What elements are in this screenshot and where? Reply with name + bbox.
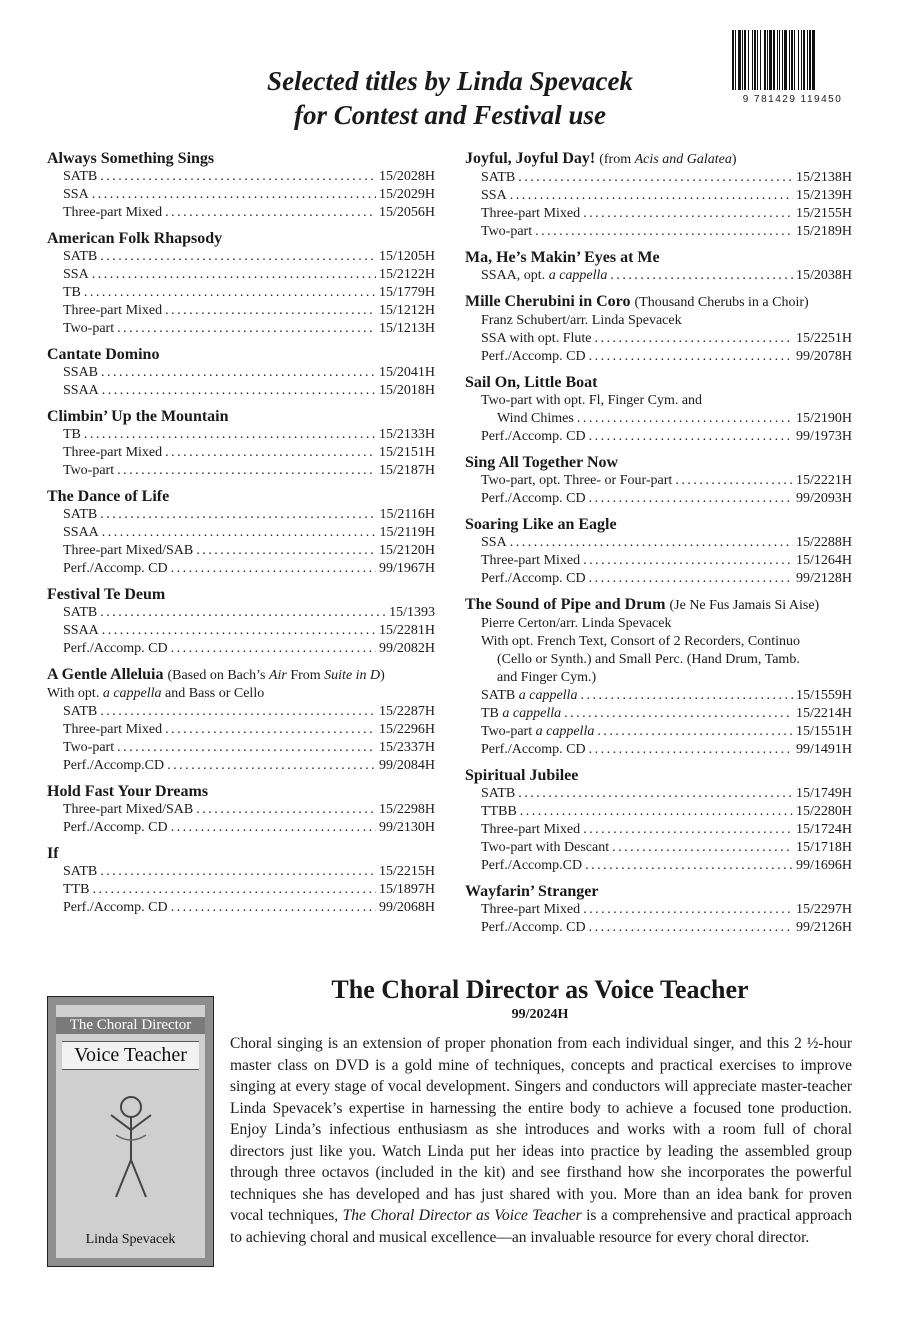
- leader-dots: [84, 426, 376, 444]
- edition-row: [47, 703, 435, 721]
- arranger-line: Pierre Certon/arr. Linda Spevacek: [481, 616, 672, 631]
- leader-dots: [171, 560, 376, 578]
- edition-row: [465, 839, 852, 857]
- leader-dots: [167, 757, 376, 775]
- title-entry: [47, 844, 435, 917]
- leader-dots: [100, 248, 376, 266]
- catalog-code: 15/2028H: [379, 169, 435, 184]
- leader-dots: [564, 705, 793, 723]
- edition-row: [47, 364, 435, 382]
- leader-dots: [612, 839, 793, 857]
- catalog-code: 15/1724H: [796, 822, 852, 837]
- entry-joyful: [465, 149, 852, 241]
- entry-title: Climbin’ Up the Mountain: [47, 408, 229, 425]
- catalog-code: 15/1213H: [379, 321, 435, 336]
- edition-label: SSA: [481, 188, 507, 203]
- edition-row: [47, 320, 435, 338]
- barcode-number: 9 781429 119450: [742, 94, 843, 105]
- edition-row: [47, 462, 435, 480]
- edition-label: Two-part: [63, 740, 115, 755]
- edition-row: [465, 490, 852, 508]
- edition-label: SSA: [481, 535, 507, 550]
- catalog-code: 15/2215H: [379, 864, 435, 879]
- leader-dots: [585, 857, 793, 875]
- title-entry: [47, 665, 435, 775]
- edition-label: Two-part: [481, 224, 533, 239]
- catalog-code: 15/2018H: [379, 383, 435, 398]
- edition-row: [47, 444, 435, 462]
- cover-title-line2: Voice Teacher: [62, 1041, 199, 1070]
- edition-label: Two-part with Descant: [481, 840, 610, 855]
- edition-row: [47, 899, 435, 917]
- catalog-code: 15/2155H: [796, 206, 852, 221]
- leader-dots: [117, 739, 376, 757]
- leader-dots: [594, 330, 793, 348]
- entry-title: Ma, He’s Makin’ Eyes at Me: [465, 249, 660, 266]
- leader-dots: [117, 462, 376, 480]
- catalog-code: 99/1491H: [796, 742, 852, 757]
- edition-label: Perf./Accomp. CD: [481, 349, 586, 364]
- entry-title: If: [47, 845, 59, 862]
- catalog-code: 99/2078H: [796, 349, 852, 364]
- leader-dots: [100, 604, 386, 622]
- leader-dots: [100, 506, 376, 524]
- catalog-code: 15/1559H: [796, 688, 852, 703]
- catalog-code: 15/2221H: [796, 473, 852, 488]
- entry-title: Always Something Sings: [47, 150, 215, 167]
- leader-dots: [583, 205, 793, 223]
- catalog-code: 15/2337H: [379, 740, 435, 755]
- catalog-code: 99/2130H: [379, 820, 435, 835]
- catalog-code: 99/2068H: [379, 900, 435, 915]
- edition-label: SSA: [63, 187, 89, 202]
- title-entry: [47, 585, 435, 658]
- catalog-code: 15/1205H: [379, 249, 435, 264]
- edition-label: SSA with opt. Flute: [481, 331, 592, 346]
- edition-label: Perf./Accomp. CD: [481, 742, 586, 757]
- instrumentation-line: and Finger Cym.): [497, 670, 597, 685]
- leader-dots: [675, 472, 793, 490]
- catalog-code: 15/1393: [389, 605, 435, 620]
- edition-row: [47, 426, 435, 444]
- edition-row: [47, 863, 435, 881]
- edition-row: [465, 901, 852, 919]
- entry-title: American Folk Rhapsody: [47, 230, 223, 247]
- edition-label: SATB: [63, 507, 98, 522]
- feature-title: The Choral Director as Voice Teacher: [331, 975, 749, 1004]
- leader-dots: [520, 803, 793, 821]
- edition-label: Three-part Mixed: [63, 445, 163, 460]
- edition-label: SATB: [63, 605, 98, 620]
- edition-row: [47, 640, 435, 658]
- edition-label: Perf./Accomp. CD: [63, 820, 168, 835]
- left-title-list: [47, 149, 435, 924]
- entry-sail: [465, 373, 852, 446]
- entry-title: The Sound of Pipe and Drum (Je Ne Fus Jamais Si Aise): [465, 596, 820, 613]
- edition-row: [465, 330, 852, 348]
- leader-dots: [165, 444, 376, 462]
- entry-sound: [465, 595, 852, 759]
- leader-dots: [510, 534, 793, 552]
- edition-label: Perf./Accomp. CD: [481, 491, 586, 506]
- leader-dots: [101, 364, 376, 382]
- edition-label: Three-part Mixed: [63, 722, 163, 737]
- catalog-code: 15/2190H: [796, 411, 852, 426]
- feature-code: 99/2024H: [511, 1007, 569, 1022]
- entry-title: Cantate Domino: [47, 346, 160, 363]
- edition-label: Perf./Accomp. CD: [63, 900, 168, 915]
- title-entry: [47, 782, 435, 837]
- entry-title: Wayfarin’ Stranger: [465, 883, 599, 900]
- leader-dots: [589, 570, 793, 588]
- edition-row: [465, 741, 852, 759]
- leader-dots: [165, 204, 376, 222]
- edition-label: SSAB: [63, 365, 99, 380]
- edition-row: [47, 622, 435, 640]
- instrumentation-line: Two-part with opt. Fl, Finger Cym. and: [481, 393, 703, 408]
- edition-label: Perf./Accomp. CD: [481, 571, 586, 586]
- title-line-1: Selected titles by Linda Spevacek: [267, 66, 633, 96]
- catalog-code: 99/2082H: [379, 641, 435, 656]
- catalog-code: 15/2280H: [796, 804, 852, 819]
- catalog-code: 15/2120H: [379, 543, 435, 558]
- edition-row: [47, 302, 435, 320]
- edition-row: [47, 382, 435, 400]
- title-entry: [47, 407, 435, 480]
- catalog-code: 15/2189H: [796, 224, 852, 239]
- entry-title: Sing All Together Now: [465, 454, 619, 471]
- edition-row: [465, 223, 852, 241]
- catalog-code: 15/1264H: [796, 553, 852, 568]
- edition-label: TB: [481, 706, 499, 721]
- edition-row: [47, 739, 435, 757]
- cover-author: Linda Spevacek: [85, 1232, 176, 1247]
- edition-label: SSAA: [63, 383, 99, 398]
- entry-title: Joyful, Joyful Day! (from Acis and Galatea): [465, 150, 737, 167]
- leader-dots: [583, 901, 793, 919]
- edition-label: Three-part Mixed: [63, 205, 163, 220]
- edition-row: [465, 919, 852, 937]
- edition-row: [465, 348, 852, 366]
- edition-label: Perf./Accomp. CD: [63, 561, 168, 576]
- edition-row: Two-part a cappella . . . 15/1551H: [465, 723, 852, 741]
- catalog-code: 99/2126H: [796, 920, 852, 935]
- edition-row: [465, 821, 852, 839]
- edition-label: SATB: [63, 169, 98, 184]
- catalog-code: 15/1212H: [379, 303, 435, 318]
- dvd-cover-image: [47, 996, 214, 1267]
- leader-dots: [518, 169, 793, 187]
- leader-dots: [171, 819, 376, 837]
- instrumentation-line: (Cello or Synth.) and Small Perc. (Hand Drum, Tamb.: [497, 652, 800, 667]
- edition-row: [47, 204, 435, 222]
- edition-row: [47, 721, 435, 739]
- leader-dots: [171, 899, 376, 917]
- catalog-code: 15/2214H: [796, 706, 852, 721]
- edition-row: [465, 570, 852, 588]
- entry-title: Sail On, Little Boat: [465, 374, 598, 391]
- leader-dots: [580, 687, 793, 705]
- edition-label: SATB: [63, 864, 98, 879]
- edition-row: SSAA, opt. a cappella . . . 15/2038H: [465, 267, 852, 285]
- catalog-code: 15/1718H: [796, 840, 852, 855]
- catalog-code: 15/2139H: [796, 188, 852, 203]
- edition-label: SSAA: [63, 623, 99, 638]
- catalog-code: 99/1973H: [796, 429, 852, 444]
- edition-label: Two-part, opt. Three- or Four-part: [481, 473, 673, 488]
- edition-row: [47, 284, 435, 302]
- leader-dots: [583, 821, 793, 839]
- entry-title: A Gentle Alleluia (Based on Bach’s Air From Suite in D): [47, 666, 385, 683]
- leader-dots: [535, 223, 793, 241]
- catalog-code: 15/2281H: [379, 623, 435, 638]
- leader-dots: [196, 801, 376, 819]
- catalog-code: 99/1696H: [796, 858, 852, 873]
- edition-label: Two-part: [63, 321, 115, 336]
- entry-title: Spiritual Jubilee: [465, 767, 579, 784]
- edition-label: Two-part: [63, 463, 115, 478]
- catalog-code: 15/2122H: [379, 267, 435, 282]
- edition-label: Three-part Mixed: [481, 206, 581, 221]
- edition-row: [465, 410, 852, 428]
- edition-label: Perf./Accomp.CD: [63, 758, 165, 773]
- edition-label: Three-part Mixed: [481, 902, 581, 917]
- leader-dots: [100, 168, 376, 186]
- edition-row: [47, 757, 435, 775]
- leader-dots: [589, 428, 793, 446]
- entry-spiritual: [465, 766, 852, 875]
- catalog-code: 15/2116H: [379, 507, 435, 522]
- edition-row: [47, 819, 435, 837]
- edition-label: Three-part Mixed: [481, 553, 581, 568]
- right-title-list: [465, 149, 852, 944]
- edition-label: Perf./Accomp. CD: [481, 920, 586, 935]
- catalog-code: 15/1779H: [379, 285, 435, 300]
- cover-panel: [56, 1005, 205, 1258]
- leader-dots: [92, 266, 376, 284]
- leader-dots: [597, 723, 793, 741]
- edition-row: [465, 857, 852, 875]
- arranger-line: Franz Schubert/arr. Linda Spevacek: [481, 313, 682, 328]
- title-entry: [47, 149, 435, 222]
- catalog-code: 15/2296H: [379, 722, 435, 737]
- edition-row: SATB a cappella . . . 15/1559H: [465, 687, 852, 705]
- catalog-code: 15/2187H: [379, 463, 435, 478]
- catalog-code: 15/2119H: [379, 525, 435, 540]
- entry-mille: [465, 292, 852, 366]
- edition-row: [47, 604, 435, 622]
- edition-row: [47, 560, 435, 578]
- edition-label: Two-part: [481, 724, 533, 739]
- leader-dots: [165, 721, 376, 739]
- entry-title: Hold Fast Your Dreams: [47, 783, 209, 800]
- edition-label: SATB: [481, 170, 516, 185]
- edition-row: [465, 428, 852, 446]
- edition-row: [465, 169, 852, 187]
- edition-label: SATB: [481, 786, 516, 801]
- edition-row: [47, 881, 435, 899]
- leader-dots: [589, 490, 793, 508]
- edition-row: [465, 205, 852, 223]
- edition-label: Perf./Accomp. CD: [63, 641, 168, 656]
- title-entry: [47, 229, 435, 338]
- cover-figure-illustration: [96, 1085, 166, 1205]
- catalog-code: 15/2029H: [379, 187, 435, 202]
- edition-row: [47, 542, 435, 560]
- leader-dots: [117, 320, 376, 338]
- catalog-code: 99/2093H: [796, 491, 852, 506]
- leader-dots: [102, 622, 376, 640]
- edition-label: Three-part Mixed: [481, 822, 581, 837]
- catalog-code: 15/2288H: [796, 535, 852, 550]
- edition-row: TB a cappella . . . 15/2214H: [465, 705, 852, 723]
- edition-row: [465, 785, 852, 803]
- catalog-code: 15/2297H: [796, 902, 852, 917]
- edition-row: [47, 248, 435, 266]
- entry-sing: [465, 453, 852, 508]
- leader-dots: [165, 302, 376, 320]
- edition-row: [47, 801, 435, 819]
- leader-dots: [510, 187, 793, 205]
- edition-row: [47, 506, 435, 524]
- catalog-code: 15/2138H: [796, 170, 852, 185]
- catalog-code: 15/2056H: [379, 205, 435, 220]
- instrumentation-line: With opt. French Text, Consort of 2 Recorders, Continuo: [481, 634, 800, 649]
- title-line-2: for Contest and Festival use: [293, 100, 607, 130]
- entry-ma: [465, 248, 852, 285]
- edition-row: [47, 168, 435, 186]
- leader-dots: [518, 785, 793, 803]
- title-entry: [47, 345, 435, 400]
- catalog-code: 15/1551H: [796, 724, 852, 739]
- edition-label: SATB: [481, 688, 516, 703]
- leader-dots: [102, 382, 376, 400]
- edition-row: [465, 534, 852, 552]
- catalog-code: 15/2298H: [379, 802, 435, 817]
- entry-wayfarin: [465, 882, 852, 937]
- edition-label: SSAA: [63, 525, 99, 540]
- catalog-code: 15/2133H: [379, 427, 435, 442]
- edition-row: [465, 472, 852, 490]
- edition-row: [47, 266, 435, 284]
- catalog-code: 15/2041H: [379, 365, 435, 380]
- leader-dots: [102, 524, 377, 542]
- leader-dots: [583, 552, 793, 570]
- edition-label: Three-part Mixed: [63, 303, 163, 318]
- leader-dots: [171, 640, 376, 658]
- edition-label: SSA: [63, 267, 89, 282]
- entry-soaring: [465, 515, 852, 588]
- entry-title: The Dance of Life: [47, 488, 170, 505]
- edition-label: TTB: [63, 882, 90, 897]
- edition-row: [465, 552, 852, 570]
- leader-dots: [196, 542, 376, 560]
- catalog-code: 15/2151H: [379, 445, 435, 460]
- edition-row: [47, 524, 435, 542]
- leader-dots: [92, 881, 376, 899]
- leader-dots: [84, 284, 376, 302]
- leader-dots: [577, 410, 793, 428]
- title-entry: [47, 487, 435, 578]
- catalog-code: 15/2251H: [796, 331, 852, 346]
- edition-label: SATB: [63, 704, 98, 719]
- edition-label: TB: [63, 427, 81, 442]
- edition-row: [465, 803, 852, 821]
- edition-label: Perf./Accomp.CD: [481, 858, 583, 873]
- catalog-code: 15/1749H: [796, 786, 852, 801]
- edition-row: [465, 187, 852, 205]
- entry-title: Festival Te Deum: [47, 586, 166, 603]
- catalog-code: 99/2084H: [379, 758, 435, 773]
- edition-row: [47, 186, 435, 204]
- leader-dots: [100, 703, 376, 721]
- leader-dots: [589, 919, 793, 937]
- catalog-code: 99/1967H: [379, 561, 435, 576]
- feature-description: Choral singing is an extension of proper phonation from each individual singer, and this 2 ½-hour master class on DVD is a gold mine of techniques, concepts and practical exercises to improve singing at every stage of vocal development. Singers and conductors will appreciate master-teacher Linda Spevacek’s expertise in harnessing the entire body to achieve a focused tone production. Enjoy Linda’s infectious enthusiasm as she introduces and works with a room full of choral directors just like you. Watch Linda put her ideas into practice by leading the assembled group through three octavos (included in the kit) and see firsthand how she incorporates the powerful techniques she has developed and has just shared with you. More than an idea bank for proven vocal techniques, The Choral Director as Voice Teacher is a comprehensive and practical approach to achieving choral and musical excellence—an invaluable resource for every choral director.: [230, 1035, 852, 1246]
- catalog-code: 15/1897H: [379, 882, 435, 897]
- leader-dots: [589, 741, 793, 759]
- edition-label: TB: [63, 285, 81, 300]
- edition-label: Three-part Mixed/SAB: [63, 543, 194, 558]
- page-title: [0, 64, 900, 132]
- leader-dots: [589, 348, 793, 366]
- cover-title-line1: The Choral Director: [56, 1017, 205, 1034]
- edition-label: Three-part Mixed/SAB: [63, 802, 194, 817]
- leader-dots: [100, 863, 376, 881]
- entry-title: Soaring Like an Eagle: [465, 516, 617, 533]
- entry-title: Mille Cherubini in Coro (Thousand Cherubs in a Choir): [465, 293, 809, 310]
- edition-label: Wind Chimes: [497, 411, 574, 426]
- instrumentation-line: With opt. a cappella and Bass or Cello: [47, 686, 265, 701]
- leader-dots: [92, 186, 376, 204]
- edition-label: SATB: [63, 249, 98, 264]
- edition-label: TTBB: [481, 804, 517, 819]
- catalog-code: 15/2287H: [379, 704, 435, 719]
- catalog-code: 99/2128H: [796, 571, 852, 586]
- edition-label: Perf./Accomp. CD: [481, 429, 586, 444]
